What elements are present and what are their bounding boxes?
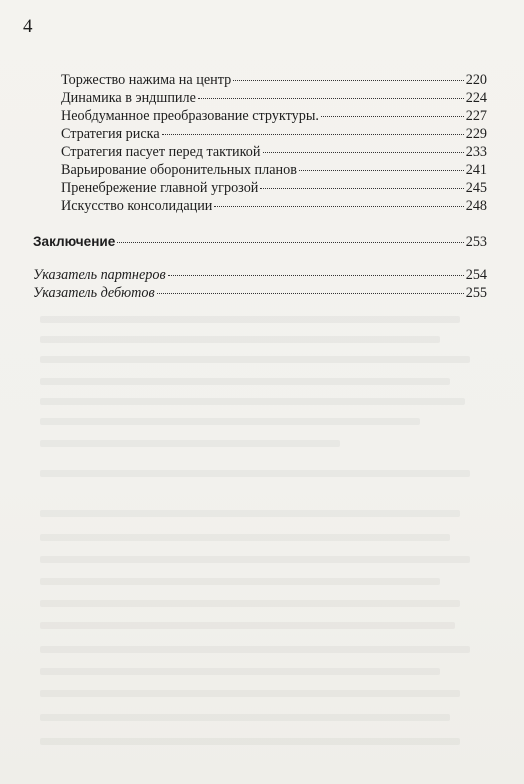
toc-entry-page: 241 [465, 162, 487, 178]
toc-entry[interactable] [61, 161, 487, 179]
toc-entry-page: 255 [465, 285, 487, 301]
dot-leader [299, 170, 464, 171]
toc-entry-title: Искусство консолидации [61, 198, 213, 214]
toc-entry-title: Динамика в эндшпиле [61, 90, 196, 106]
dot-leader [263, 152, 464, 153]
toc-entry-page: 224 [465, 90, 487, 106]
toc-entry[interactable] [61, 71, 487, 89]
dot-leader [168, 275, 464, 276]
toc-entry-title: Заключение [33, 234, 116, 249]
dot-leader [198, 98, 464, 99]
toc-entry-title: Необдуманное преобразование структуры. [61, 108, 319, 124]
toc-entry-page: 227 [465, 108, 487, 124]
toc-entry-page: 253 [465, 234, 487, 250]
toc-entry-index[interactable] [33, 266, 487, 284]
toc-entry-title: Указатель дебютов [33, 285, 155, 301]
toc-entry[interactable] [61, 125, 487, 143]
page-number: 4 [23, 16, 33, 37]
dot-leader [162, 134, 464, 135]
dot-leader [117, 242, 463, 243]
toc-entry-page: 245 [465, 180, 487, 196]
toc-entry-page: 254 [465, 267, 487, 283]
toc-entry-title: Пренебрежение главной угрозой [61, 180, 259, 196]
toc-entry-page: 229 [465, 126, 487, 142]
toc-entry[interactable] [61, 197, 487, 215]
toc-entry-conclusion[interactable] [33, 233, 487, 251]
toc-entry[interactable] [61, 89, 487, 107]
toc-entry-title: Указатель партнеров [33, 267, 166, 283]
toc-entry-title: Стратегия пасует перед тактикой [61, 144, 261, 160]
dot-leader [157, 293, 464, 294]
dot-leader [233, 80, 464, 81]
dot-leader [214, 206, 463, 207]
dot-leader [321, 116, 464, 117]
toc-entry-index[interactable] [33, 284, 487, 302]
toc-entry-page: 220 [465, 72, 487, 88]
toc-entry[interactable] [61, 107, 487, 125]
toc-entry-title: Варьирование оборонительных планов [61, 162, 297, 178]
toc-entry-page: 248 [465, 198, 487, 214]
toc-entry[interactable] [61, 179, 487, 197]
dot-leader [260, 188, 463, 189]
toc-entry-page: 233 [465, 144, 487, 160]
toc-entry-title: Стратегия риска [61, 126, 160, 142]
toc-entry[interactable] [61, 143, 487, 161]
toc-entry-title: Торжество нажима на центр [61, 72, 232, 88]
